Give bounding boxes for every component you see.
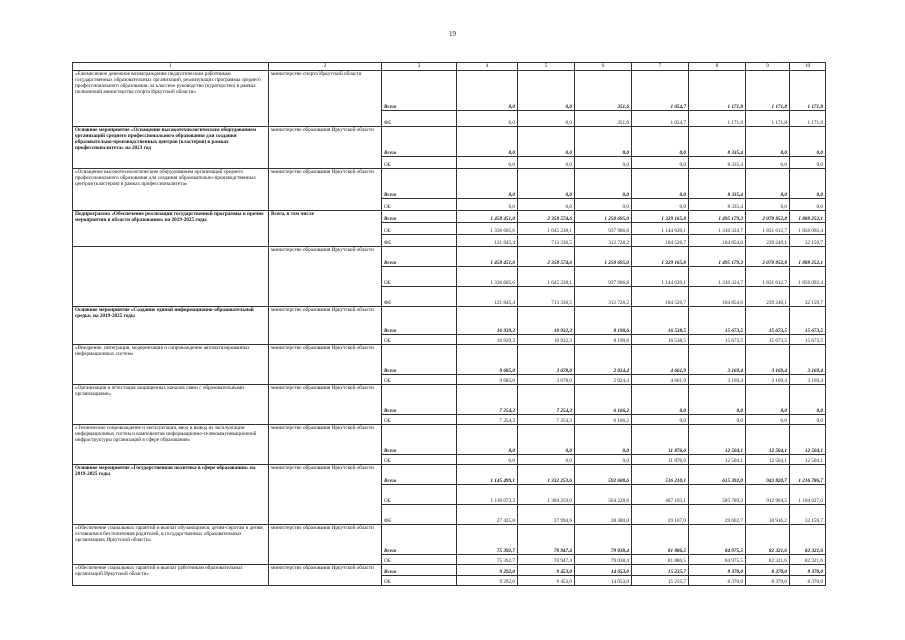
funding-source-cell: Всего [382,385,457,415]
amount-cell: 0,0 [575,127,632,157]
amount-cell: 1 332 253,6 [518,465,575,485]
funding-source-cell: ОБ [382,157,457,169]
funding-source-cell: ОБ [382,223,457,235]
amount-cell: 79 038,4 [575,555,632,565]
amount-cell: 0,0 [518,425,575,455]
activity-name-cell [73,247,269,307]
amount-cell: 1 054,7 [632,111,689,127]
amount-cell: 10 932,3 [518,307,575,335]
funding-source-cell: ОБ [382,335,457,345]
amount-cell: 16 538,5 [632,335,689,345]
amount-cell: 937 966,8 [575,267,632,287]
amount-cell: 0,0 [632,199,689,211]
amount-cell: 0,0 [518,127,575,157]
amount-cell: 0,0 [457,111,518,127]
amount-cell: 1 184 627,0 [790,485,826,505]
responsible-executor-cell: министерство образования Иркутской области [269,425,382,465]
amount-cell: 1 458 451,0 [457,211,518,223]
amount-cell: 1 216 786,7 [790,465,826,485]
amount-cell: 82 321,6 [746,525,790,555]
amount-cell: 79 038,4 [575,525,632,555]
amount-cell: 0,0 [457,127,518,157]
amount-cell: 8 370,0 [746,576,790,586]
amount-cell: 0,0 [575,169,632,199]
amount-cell: 2 358 574,6 [518,247,575,267]
amount-cell: 0,0 [689,385,746,415]
amount-cell: 1 054,7 [632,71,689,111]
responsible-executor-cell: министерство образования Иркутской области [269,465,382,525]
funding-source-cell: Всего [382,211,457,223]
funding-source-cell: ОБ [382,485,457,505]
column-header-2: 2 [269,63,382,71]
column-header-8: 8 [689,63,746,71]
amount-cell: 487 103,1 [632,485,689,505]
amount-cell: 1 171,8 [746,71,790,111]
amount-cell: 8 335,4 [689,157,746,169]
funding-source-cell: Всего [382,525,457,555]
amount-cell: 15 673,5 [790,307,826,335]
amount-cell: 15 673,5 [746,335,790,345]
amount-cell: 0,0 [457,71,518,111]
table-row [73,345,826,375]
amount-cell: 1 171,8 [746,111,790,127]
amount-cell: 82 321,6 [790,555,826,565]
table-row [73,565,826,576]
responsible-executor-cell: министерство образования Иркутской области [269,127,382,169]
amount-cell: 8 335,4 [689,127,746,157]
activity-name-cell: «Внедрение, интеграция, модернизация и сопровождение автоматизированных информационных систем» [73,345,269,385]
amount-cell: 0,0 [632,127,689,157]
amount-cell: 2 070 852,8 [746,211,790,223]
funding-source-cell: ФБ [382,235,457,247]
amount-cell: 9 453,0 [518,576,575,586]
amount-cell: 30 916,2 [746,505,790,525]
amount-cell: 84 975,5 [689,555,746,565]
amount-cell: 615 392,0 [689,465,746,485]
amount-cell: 0,0 [790,199,826,211]
funding-source-cell: ОБ [382,455,457,465]
amount-cell: 75 392,7 [457,555,518,565]
amount-cell: 9 453,0 [518,565,575,576]
amount-cell: 3 678,0 [518,375,575,385]
amount-cell: 3 169,4 [689,345,746,375]
amount-cell: 1 171,8 [689,111,746,127]
amount-cell: 912 904,5 [746,485,790,505]
amount-cell: 15 673,5 [689,307,746,335]
amount-cell: 592 608,6 [575,465,632,485]
amount-cell: 184 854,6 [689,287,746,307]
amount-cell: 3 678,0 [518,345,575,375]
amount-cell: 1 118 073,3 [457,485,518,505]
amount-cell: 1 856 092,4 [790,223,826,235]
funding-source-cell: ФБ [382,111,457,127]
activity-name-cell: «Обеспечение социальных гарантий и выплат обучающимся, детям-сиротам и детям, оставшимся без попечения родителей, в государственных образовательных организациях Иркутской области» [73,525,269,565]
activity-name-cell: «Техническое сопровождение и эксплуатация, ввод и вывод из эксплуатации информационных систем и компонентов информационно-телекоммуникационной инфраструктуры организаций в сфере образования» [73,425,269,465]
amount-cell: 9 685,0 [457,345,518,375]
amount-cell: 8 370,0 [746,565,790,576]
amount-cell: 0,0 [575,199,632,211]
amount-cell: 0,0 [632,385,689,415]
funding-source-cell: Всего [382,71,457,111]
amount-cell: 121 845,4 [457,235,518,247]
amount-cell: 0,0 [518,157,575,169]
amount-cell: 29 602,7 [689,505,746,525]
amount-cell: 0,0 [790,415,826,425]
activity-name-cell: «Ежемесячное денежное вознаграждение педагогическим работникам государственных образовательных организаций, реализующих программы среднего профессионального образования, за классное руководство (кураторство) в рамках полномочий министерства спорта Иркутской области» [73,71,269,127]
amount-cell: 0,0 [518,111,575,127]
activity-name-cell: Основное мероприятие «Оснащение высокотехнологическим оборудованием организаций среднего профессионального образования для создания образовательно-производственных центров (кластеров) в рамках профессионалитета» на 2023 год [73,127,269,169]
funding-source-cell: Всего [382,565,457,576]
amount-cell: 3 169,4 [790,345,826,375]
amount-cell: 1 831 612,7 [746,267,790,287]
amount-cell: 0,0 [746,169,790,199]
amount-cell: 7 254,3 [457,415,518,425]
activity-name-cell: Основное мероприятие «Создание единой информационно-образовательной среды» на 2019-2025 годы [73,307,269,345]
amount-cell: 312 728,2 [575,235,632,247]
amount-cell: 516 210,1 [632,465,689,485]
amount-cell: 28 380,0 [575,505,632,525]
column-header-3: 3 [382,63,457,71]
amount-cell: 8 370,0 [790,565,826,576]
amount-cell: 0,0 [575,157,632,169]
amount-cell: 32 159,7 [790,235,826,247]
responsible-executor-cell: Всего, в том числе [269,211,382,247]
amount-cell: 32 159,7 [790,287,826,307]
amount-cell: 15 673,5 [746,307,790,335]
amount-cell: 29 107,0 [632,505,689,525]
amount-cell: 0,0 [746,415,790,425]
amount-cell: 1 310 324,7 [689,267,746,287]
amount-cell: 9 292,0 [457,565,518,576]
responsible-executor-cell: министерство образования Иркутской области [269,525,382,565]
activity-name-cell: Основное мероприятие «Государственная политика в сфере образования» на 2019-2025 годы [73,465,269,525]
amount-cell: 14 053,0 [575,576,632,586]
amount-cell: 0,0 [457,169,518,199]
amount-cell: 7 254,3 [518,385,575,415]
amount-cell: 10 932,3 [518,335,575,345]
column-header-4: 4 [457,63,518,71]
amount-cell: 1 888 252,1 [790,247,826,267]
amount-cell: 0,0 [790,169,826,199]
amount-cell: 1 329 165,8 [632,211,689,223]
amount-cell: 0,0 [518,71,575,111]
amount-cell: 6 166,2 [575,415,632,425]
amount-cell: 2 070 852,8 [746,247,790,267]
funding-source-cell: ОБ [382,199,457,211]
amount-cell: 6 166,2 [575,385,632,415]
amount-cell: 4 661,9 [632,375,689,385]
amount-cell: 1 171,8 [790,71,826,111]
amount-cell: 0,0 [457,157,518,169]
amount-cell: 8 370,0 [689,565,746,576]
amount-cell: 0,0 [575,455,632,465]
table-row [73,247,826,267]
table-row [73,307,826,335]
responsible-executor-cell: министерство образования Иркутской области [269,385,382,425]
amount-cell: 11 876,6 [632,455,689,465]
amount-cell: 1 250 695,0 [575,211,632,223]
amount-cell: 15 673,5 [689,335,746,345]
amount-cell: 3 169,4 [689,375,746,385]
amount-cell: 184 526,7 [632,235,689,247]
funding-source-cell: Всего [382,127,457,157]
amount-cell: 1 171,8 [790,111,826,127]
column-header-9: 9 [746,63,790,71]
table-row [73,385,826,415]
amount-cell: 184 526,7 [632,287,689,307]
amount-cell: 351,6 [575,71,632,111]
amount-cell: 239 240,1 [746,235,790,247]
amount-cell: 0,0 [518,455,575,465]
amount-cell: 0,0 [632,169,689,199]
amount-cell: 239 240,1 [746,287,790,307]
amount-cell: 14 053,0 [575,565,632,576]
amount-cell: 0,0 [689,415,746,425]
amount-cell: 12 504,1 [746,455,790,465]
amount-cell: 27 994,6 [518,505,575,525]
amount-cell: 2 358 574,6 [518,211,575,223]
amount-cell: 1 336 605,6 [457,267,518,287]
amount-cell: 0,0 [575,425,632,455]
amount-cell: 8 335,4 [689,199,746,211]
funding-source-cell: Всего [382,169,457,199]
amount-cell: 16 939,3 [457,307,518,335]
amount-cell: 82 321,6 [790,525,826,555]
table-header-row [73,63,826,71]
amount-cell: 12 504,1 [689,425,746,455]
amount-cell: 8 335,4 [689,169,746,199]
column-header-1: 1 [73,63,269,71]
funding-source-cell: ОБ [382,375,457,385]
activity-name-cell: «Организация и аттестация защищенных каналов связи с образовательными организациями» [73,385,269,425]
funding-source-cell: ОБ [382,576,457,586]
amount-cell: 16 939,3 [457,335,518,345]
activity-name-cell: «Обеспечение социальных гарантий и выплат работникам образовательных организаций Иркутской области» [73,565,269,586]
activity-name-cell: «Оснащение высокотехнологическим оборудованием организаций среднего профессионального образования для создания образовательно-производственных центров (кластеров) в рамках профессионалитета» [73,169,269,211]
responsible-executor-cell: министерство образования Иркутской области [269,565,382,586]
amount-cell: 585 789,3 [689,485,746,505]
amount-cell: 8 370,0 [689,576,746,586]
amount-cell: 9 292,0 [457,576,518,586]
column-header-5: 5 [518,63,575,71]
amount-cell: 8 190,6 [575,307,632,335]
amount-cell: 0,0 [790,157,826,169]
amount-cell: 3 169,4 [746,375,790,385]
funding-source-cell: ОБ [382,415,457,425]
amount-cell: 713 336,5 [518,287,575,307]
amount-cell: 1 144 639,1 [632,223,689,235]
amount-cell: 1 645 238,1 [518,223,575,235]
amount-cell: 15 235,7 [632,565,689,576]
amount-cell: 8 370,0 [790,576,826,586]
funding-source-cell: Всего [382,307,457,335]
amount-cell: 0,0 [790,127,826,157]
amount-cell: 937 966,8 [575,223,632,235]
amount-cell: 564 228,6 [575,485,632,505]
amount-cell: 0,0 [746,127,790,157]
amount-cell: 351,6 [575,111,632,127]
amount-cell: 1 250 695,0 [575,247,632,267]
amount-cell: 0,0 [457,455,518,465]
amount-cell: 0,0 [457,425,518,455]
funding-source-cell: Всего [382,247,457,267]
amount-cell: 3 169,4 [790,375,826,385]
amount-cell: 1 171,8 [689,71,746,111]
amount-cell: 121 845,4 [457,287,518,307]
amount-cell: 2 024,4 [575,375,632,385]
column-header-7: 7 [632,63,689,71]
amount-cell: 1 329 165,8 [632,247,689,267]
amount-cell: 12 504,1 [790,455,826,465]
funding-source-cell: Всего [382,425,457,455]
amount-cell: 943 820,7 [746,465,790,485]
amount-cell: 70 947,4 [518,555,575,565]
amount-cell: 8 190,6 [575,335,632,345]
funding-source-cell: Всего [382,465,457,485]
page-number: 19 [449,30,456,38]
activity-name-cell: Подпрограмма «Обеспечение реализации государственной программы и прочие мероприятия в области образования» на 2019-2025 годы [73,211,269,247]
amount-cell: 1 458 451,0 [457,247,518,267]
responsible-executor-cell: министерство спорта Иркутской области [269,71,382,127]
column-header-10: 10 [790,63,826,71]
funding-source-cell: ФБ [382,505,457,525]
amount-cell: 1 831 612,7 [746,223,790,235]
amount-cell: 1 495 179,3 [689,247,746,267]
funding-source-cell: ОБ [382,555,457,565]
amount-cell: 82 321,6 [746,555,790,565]
amount-cell: 0,0 [746,385,790,415]
amount-cell: 12 504,1 [689,455,746,465]
amount-cell: 11 876,6 [632,425,689,455]
amount-cell: 713 336,5 [518,235,575,247]
table-row [73,169,826,199]
amount-cell: 0,0 [746,199,790,211]
amount-cell: 16 538,5 [632,307,689,335]
amount-cell: 0,0 [457,199,518,211]
table-row [73,211,826,223]
responsible-executor-cell: министерство образования Иркутской области [269,169,382,211]
amount-cell: 184 854,6 [689,235,746,247]
amount-cell: 3 169,4 [746,345,790,375]
amount-cell: 1 645 238,1 [518,267,575,287]
amount-cell: 12 504,1 [790,425,826,455]
amount-cell: 1 304 259,0 [518,485,575,505]
amount-cell: 0,0 [790,385,826,415]
funding-source-cell: ФБ [382,287,457,307]
amount-cell: 75 392,7 [457,525,518,555]
amount-cell: 0,0 [518,199,575,211]
table-row [73,525,826,555]
amount-cell: 15 235,7 [632,576,689,586]
responsible-executor-cell: министерство образования Иркутской области [269,345,382,385]
amount-cell: 9 685,0 [457,375,518,385]
amount-cell: 1 145 499,1 [457,465,518,485]
amount-cell: 0,0 [632,415,689,425]
amount-cell: 15 673,5 [790,335,826,345]
amount-cell: 2 024,4 [575,345,632,375]
funding-source-cell: Всего [382,345,457,375]
amount-cell: 1 856 092,4 [790,267,826,287]
amount-cell: 7 254,3 [457,385,518,415]
amount-cell: 312 728,2 [575,287,632,307]
amount-cell: 84 975,5 [689,525,746,555]
amount-cell: 0,0 [746,157,790,169]
amount-cell: 4 661,9 [632,345,689,375]
amount-cell: 1 144 639,1 [632,267,689,287]
amount-cell: 81 886,5 [632,555,689,565]
amount-cell: 27 425,8 [457,505,518,525]
table-row [73,465,826,485]
amount-cell: 1 336 605,6 [457,223,518,235]
amount-cell: 1 310 324,7 [689,223,746,235]
amount-cell: 7 254,3 [518,415,575,425]
table-row [73,127,826,157]
budget-table [72,62,826,586]
amount-cell: 1 888 252,1 [790,211,826,223]
amount-cell: 12 504,1 [746,425,790,455]
table-row [73,425,826,455]
amount-cell: 81 886,5 [632,525,689,555]
responsible-executor-cell: министерство образования Иркутской области [269,307,382,345]
amount-cell: 70 947,4 [518,525,575,555]
responsible-executor-cell: министерство образования Иркутской области [269,247,382,307]
amount-cell: 0,0 [518,169,575,199]
amount-cell: 32 159,7 [790,505,826,525]
column-header-6: 6 [575,63,632,71]
table-row [73,71,826,111]
funding-source-cell: ОБ [382,267,457,287]
amount-cell: 1 495 179,3 [689,211,746,223]
amount-cell: 0,0 [632,157,689,169]
